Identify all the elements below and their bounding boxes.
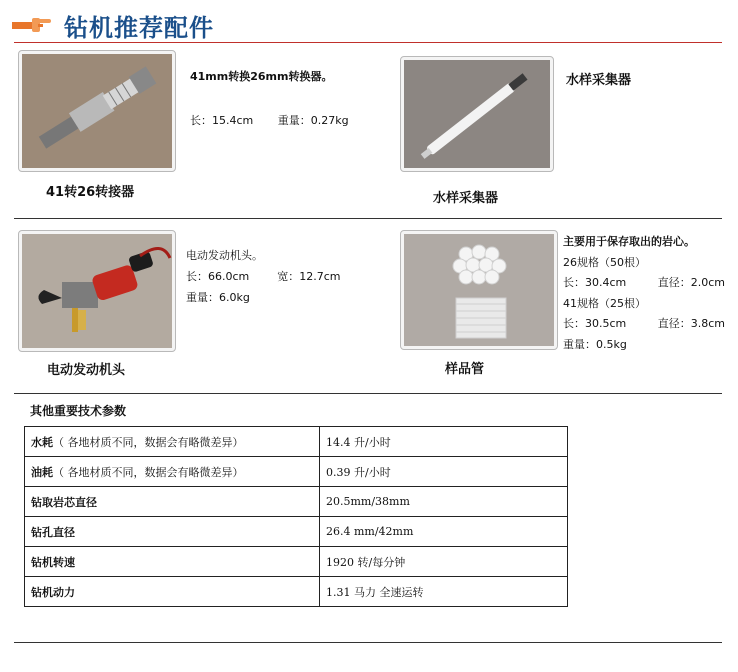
desc-line: 26规格（50根） — [563, 255, 646, 269]
adapter-caption: 41转26转接器 — [46, 185, 135, 200]
desc-line: 长：30.4cm 直径：2.0cm — [563, 276, 725, 289]
spec-name: 水耗 — [31, 435, 53, 449]
sample-tubes-description — [563, 232, 735, 355]
desc-line: 长：30.5cm 直径：3.8cm — [563, 317, 725, 330]
water-sampler-description — [566, 70, 631, 92]
sample-tubes-image — [400, 230, 558, 350]
spec-table — [24, 426, 568, 607]
spec-value: 0.39 升/小时 — [320, 457, 568, 487]
spec-value: 14.4 升/小时 — [320, 427, 568, 457]
spec-name: 油耗 — [31, 465, 53, 479]
title-divider — [14, 42, 722, 43]
table-row — [25, 547, 568, 577]
desc-line: 41规格（25根） — [563, 296, 646, 310]
spec-key — [25, 547, 320, 577]
spec-name: 钻机动力 — [31, 585, 75, 599]
spec-key — [25, 457, 320, 487]
spec-value: 26.4 mm/42mm — [320, 517, 568, 547]
spec-key — [25, 427, 320, 457]
desc-line: 长：15.4cm 重量：0.27kg — [190, 114, 349, 127]
spec-value: 1920 转/每分钟 — [320, 547, 568, 577]
desc-line: 长：66.0cm 宽：12.7cm — [186, 270, 341, 283]
spec-title: 其他重要技术参数 — [30, 404, 127, 418]
drive-head-caption: 电动发动机头 — [47, 363, 126, 378]
water-sampler-image — [400, 56, 554, 172]
sample-tubes-caption: 样品管 — [445, 362, 485, 377]
spec-key — [25, 487, 320, 517]
adapter-image — [18, 50, 176, 172]
adapter-description — [190, 66, 390, 132]
desc-line: 重量：6.0kg — [186, 291, 250, 304]
table-row — [25, 577, 568, 607]
desc-line: 电动发动机头。 — [186, 249, 263, 262]
page-title: 钻机推荐配件 — [64, 13, 214, 42]
spec-key — [25, 577, 320, 607]
desc-line: 41mm转换26mm转换器。 — [190, 70, 333, 83]
spec-note: （ 各地材质不同，数据会有略微差异） — [53, 435, 244, 449]
section-divider — [14, 218, 722, 219]
table-row — [25, 427, 568, 457]
desc-line: 水样采集器 — [566, 73, 632, 88]
bottom-divider — [14, 642, 722, 643]
spec-value: 20.5mm/38mm — [320, 487, 568, 517]
spec-note: （ 各地材质不同，数据会有略微差异） — [53, 465, 244, 479]
spec-value: 1.31 马力 全速运转 — [320, 577, 568, 607]
drive-head-image — [18, 230, 176, 352]
table-row — [25, 517, 568, 547]
desc-line — [190, 88, 390, 110]
spec-key — [25, 517, 320, 547]
table-row — [25, 487, 568, 517]
pointing-hand-icon — [12, 16, 52, 34]
spec-name: 钻机转速 — [31, 555, 75, 569]
desc-line: 重量：0.5kg — [563, 337, 627, 351]
table-row — [25, 457, 568, 487]
water-sampler-caption: 水样采集器 — [433, 191, 499, 206]
drive-head-description — [186, 245, 386, 308]
spec-name: 钻取岩芯直径 — [31, 495, 97, 509]
section-divider — [14, 393, 722, 394]
desc-line: 主要用于保存取出的岩心。 — [563, 235, 695, 248]
spec-name: 钻孔直径 — [31, 525, 75, 539]
